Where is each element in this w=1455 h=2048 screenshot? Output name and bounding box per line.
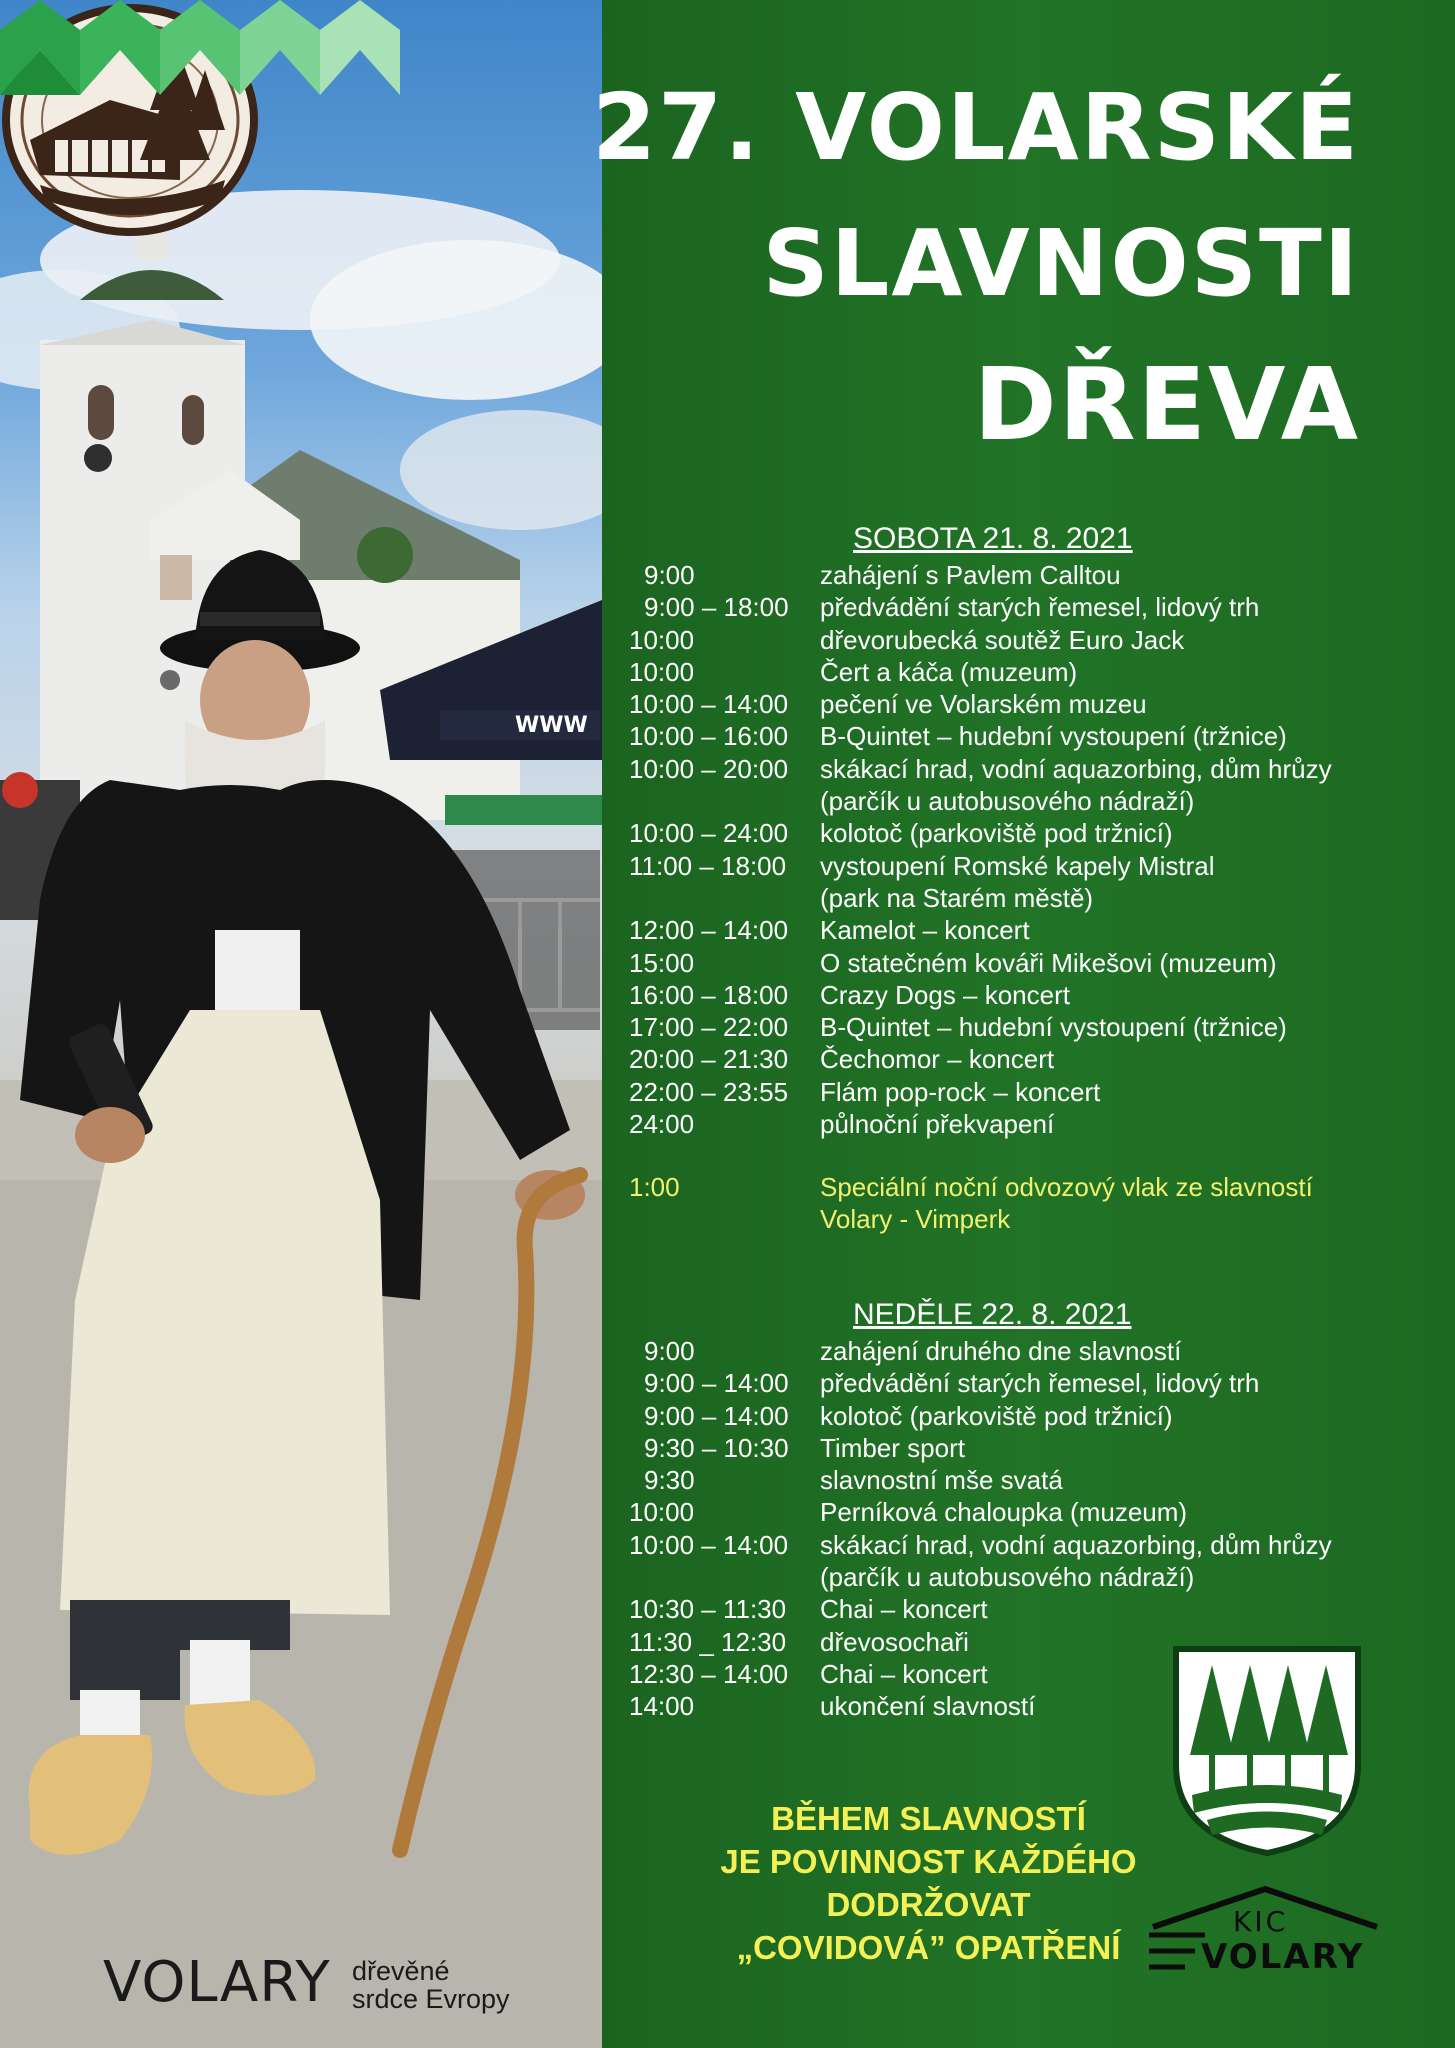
schedule-time: 9:30 [644,1465,695,1496]
schedule-time: 9:30 – 10:30 [644,1432,789,1463]
schedule-time: 9:00 [644,1336,695,1366]
saturday-schedule [602,559,1455,1140]
schedule-time: 12:00 – 14:00 [629,915,789,946]
volary-name: VOLARY [103,1950,331,2015]
schedule-row [602,591,1455,623]
schedule-event: Kamelot – koncert [820,915,1030,946]
schedule-time: 12:30 – 14:00 [629,1658,789,1689]
schedule-row [602,914,1455,946]
schedule-event: Chai – koncert [820,1594,988,1625]
schedule-event: Crazy Dogs – koncert [820,979,1070,1010]
svg-text:WWW: WWW [515,713,588,738]
schedule-event: (park na Starém městě) [820,882,1094,913]
coat-of-arms-icon [1172,1645,1362,1857]
schedule-event: vystoupení Romské kapely Mistral [820,850,1215,881]
schedule-time: 24:00 [629,1109,695,1140]
schedule-event: pečení ve Volarském muzeu [820,689,1147,720]
schedule-time: 10:00 [629,1497,695,1528]
schedule-event: předvádění starých řemesel, lidový trh [820,1368,1260,1399]
schedule-row [602,947,1455,979]
schedule-event: zahájení druhého dne slavností [820,1336,1182,1366]
schedule-time: 10:00 – 20:00 [629,753,789,784]
festival-photo [0,0,602,2048]
schedule-row [602,1593,1455,1625]
schedule-time: 14:00 [629,1691,695,1722]
photo-illustration [0,0,602,2048]
schedule-time: 11:00 – 18:00 [629,850,787,881]
schedule-event: (parčík u autobusového nádraží) [820,786,1195,817]
saturday-heading: SOBOTA 21. 8. 2021 [853,522,1133,555]
schedule-event: dřevosochaři [820,1626,969,1657]
schedule-time: 10:00 [629,656,695,687]
schedule-time: 10:00 – 24:00 [629,818,789,849]
schedule-event: Volary - Vimperk [820,1204,1011,1235]
schedule-row [602,1203,1455,1235]
title-line-3: DŘEVA [973,346,1360,463]
schedule-row [602,1011,1455,1043]
schedule-time: 11:30 _ 12:30 [629,1626,787,1657]
schedule-row [602,1400,1455,1432]
schedule-time: 10:30 – 11:30 [629,1594,787,1625]
schedule-event: dřevorubecká soutěž Euro Jack [820,624,1185,655]
schedule-event: Čert a káča (muzeum) [820,656,1078,687]
schedule-event: skákací hrad, vodní aquazorbing, dům hrůzy [820,1529,1332,1560]
schedule-event: O statečném kováři Mikešovi (muzeum) [820,947,1277,978]
schedule-row [602,979,1455,1011]
schedule-row [602,688,1455,720]
schedule-row [602,753,1455,785]
schedule-row [602,1432,1455,1464]
schedule-event: předvádění starých řemesel, lidový trh [820,592,1260,623]
schedule-time: 9:00 [644,560,695,590]
volary-brand-text [103,1950,331,2015]
schedule-event: půlnoční překvapení [820,1109,1055,1140]
schedule-event: ukončení slavností [820,1691,1036,1722]
schedule-time: 17:00 – 22:00 [629,1012,789,1043]
notice-line-1: BĚHEM SLAVNOSTÍ [771,1800,1086,1837]
schedule-time: 10:00 [629,624,695,655]
volary-tagline-2: srdce Evropy [352,1984,510,2014]
title-line-2: SLAVNOSTI [762,210,1360,317]
schedule-event: B-Quintet – hudební vystoupení (tržnice) [820,1012,1287,1043]
schedule-time: 20:00 – 21:30 [629,1044,789,1075]
schedule-row [602,1367,1455,1399]
sunday-heading: NEDĚLE 22. 8. 2021 [853,1298,1132,1331]
schedule-row [602,1335,1455,1367]
schedule-time: 1:00 [629,1172,680,1202]
volary-tagline-1: dřevěné [352,1956,450,1986]
schedule-event: zahájení s Pavlem Calltou [820,560,1121,590]
schedule-row [602,720,1455,752]
schedule-time: 15:00 [629,947,695,978]
schedule-time: 10:00 – 14:00 [629,1529,789,1560]
schedule-row [602,1043,1455,1075]
schedule-event: (parčík u autobusového nádraží) [820,1562,1195,1593]
kic-bottom-text: VOLARY [1201,1937,1365,1977]
schedule-time: 10:00 – 16:00 [629,721,789,752]
schedule-row [602,850,1455,882]
schedule-event: Timber sport [820,1432,965,1463]
schedule-row [602,1108,1455,1140]
kic-top-text: KIC [1233,1905,1289,1938]
schedule-event: skákací hrad, vodní aquazorbing, dům hrůzy [820,753,1332,784]
schedule-time: 10:00 – 14:00 [629,689,789,720]
schedule-row [602,624,1455,656]
schedule-event: Čechomor – koncert [820,1044,1055,1075]
schedule-row [602,656,1455,688]
schedule-event: kolotoč (parkoviště pod tržnicí) [820,818,1173,849]
schedule-event: slavnostní mše svatá [820,1465,1063,1496]
notice-line-3: DODRŽOVAT [826,1886,1031,1923]
notice-line-2: JE POVINNOST KAŽDÉHO [720,1843,1137,1880]
notice-line-4: „COVIDOVÁ” OPATŘENÍ [736,1929,1121,1966]
schedule-row [602,1076,1455,1108]
title-line-1: 27. VOLARSKÉ [592,74,1360,181]
saturday-special [602,1171,1455,1236]
volary-tagline [352,1957,510,2013]
schedule-time: 9:00 – 18:00 [644,592,789,623]
schedule-time: 16:00 – 18:00 [629,979,789,1010]
schedule-row [602,882,1455,914]
schedule-event: Flám pop-rock – koncert [820,1076,1101,1107]
schedule-row [602,559,1455,591]
schedule-event: kolotoč (parkoviště pod tržnicí) [820,1400,1173,1431]
schedule-row [602,1529,1455,1561]
schedule-row [602,817,1455,849]
schedule-time: 9:00 – 14:00 [644,1368,789,1399]
schedule-event: Chai – koncert [820,1658,988,1689]
schedule-row [602,785,1455,817]
schedule-time: 9:00 – 14:00 [644,1400,789,1431]
schedule-row [602,1464,1455,1496]
kic-volary-logo [1145,1885,1385,1975]
schedule-event: Speciální noční odvozový vlak ze slavností [820,1172,1313,1202]
schedule-event: B-Quintet – hudební vystoupení (tržnice) [820,721,1287,752]
schedule-event: Perníková chaloupka (muzeum) [820,1497,1188,1528]
schedule-row [602,1496,1455,1528]
volary-logo-icon [0,0,430,180]
schedule-row [602,1171,1455,1203]
schedule-time: 22:00 – 23:55 [629,1076,789,1107]
schedule-row [602,1561,1455,1593]
